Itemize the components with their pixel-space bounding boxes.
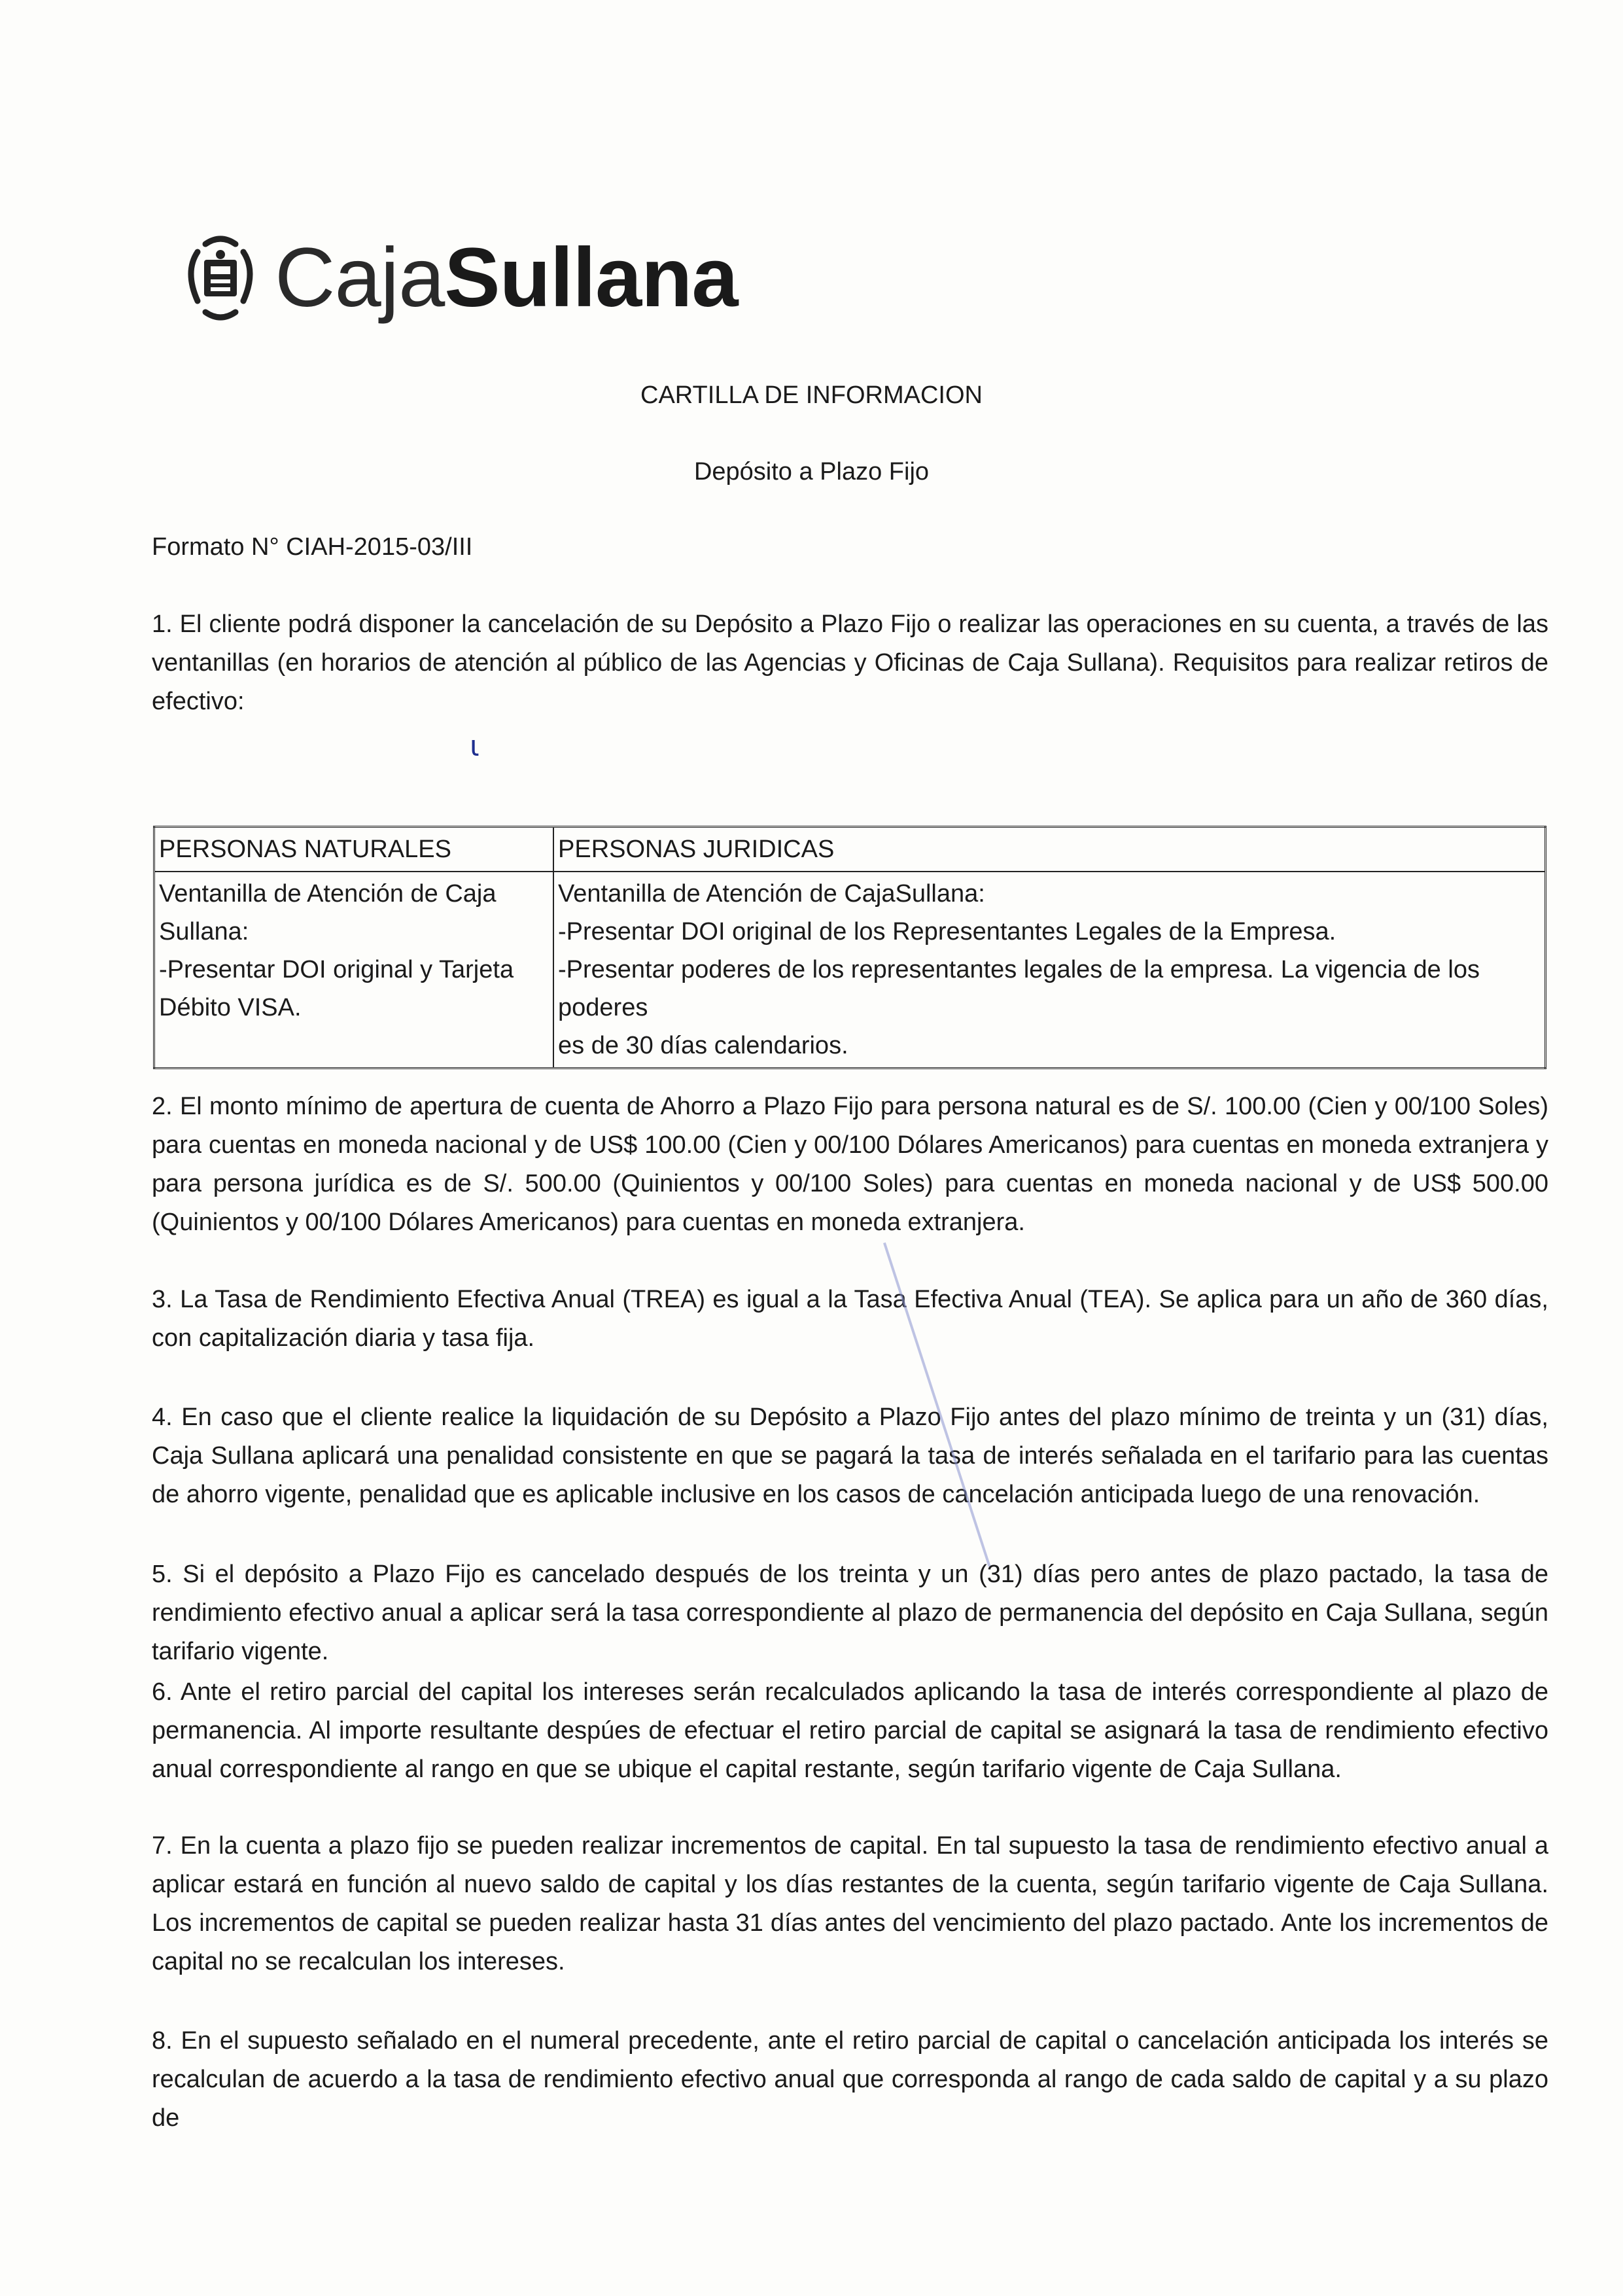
paragraph-2: 2. El monto mínimo de apertura de cuenta de Ahorro a Plazo Fijo para persona natural es de S/. 100.00 (Cien y 00/100 Soles) para cuentas en moneda nacional y de US$ 100.00 (Cien y 00/100 Dólares Americanos) para cuentas en moneda extranjera y para persona jurídica es de S/. 500.00 (Quinientos y 00/100 Soles) para cuentas en moneda nacional y de US$ 500.00 (Quinientos y 00/100 Dólares Americanos) para cuentas en moneda extranjera.: [152, 1093, 1548, 1236]
cell-line: -Presentar DOI original y Tarjeta: [159, 956, 514, 983]
cell-line: -Presentar poderes de los representantes legales de la empresa. La vigencia de los poderes: [558, 956, 1480, 1021]
cell-line: Débito VISA.: [159, 994, 302, 1021]
paragraph-1: 1. El cliente podrá disponer la cancelación de su Depósito a Plazo Fijo o realizar las operaciones en su cuenta, a través de las ventanillas (en horarios de atención al público de las Agencias y Oficinas de Caja Sullana). Requisitos para realizar retiros de efectivo:: [152, 610, 1548, 715]
cell-line: Sullana:: [159, 918, 249, 945]
cell-juridicas: [553, 872, 1546, 1069]
table-row: [154, 872, 1546, 1069]
format-number: Formato N° CIAH-2015-03/III: [152, 533, 473, 561]
paragraph-3: 3. La Tasa de Rendimiento Efectiva Anual (TREA) es igual a la Tasa Efectiva Anual (TEA). Se aplica para un año de 360 días, con capitalización diaria y tasa fija.: [152, 1286, 1548, 1352]
cell-line: Ventanilla de Atención de CajaSullana:: [558, 880, 985, 908]
cell-line: es de 30 días calendarios.: [558, 1032, 848, 1059]
document-title: CARTILLA DE INFORMACION: [640, 381, 983, 409]
table-header-row: [154, 827, 1546, 872]
paragraph-4: 4. En caso que el cliente realice la liquidación de su Depósito a Plazo Fijo antes del plazo mínimo de treinta y un (31) días, Caja Sullana aplicará una penalidad consistente en que se pagará la tasa de interés señalada en el tarifario para las cuentas de ahorro vigente, penalidad que es aplicable inclusive en los casos de cancelación anticipada luego de una renovación.: [152, 1404, 1548, 1508]
header-personas-juridicas: PERSONAS JURIDICAS: [553, 827, 1546, 872]
caja-sullana-emblem-icon: [171, 232, 270, 324]
handwritten-mark: ι: [470, 730, 480, 763]
requirements-table: [153, 826, 1546, 1069]
document-subtitle: Depósito a Plazo Fijo: [693, 458, 930, 486]
cell-line: Ventanilla de Atención de Caja: [159, 880, 497, 908]
header-personas-naturales: PERSONAS NATURALES: [154, 827, 554, 872]
paragraph-8: 8. En el supuesto señalado en el numeral precedente, ante el retiro parcial de capital o cancelación anticipada los interés se recalculan de acuerdo a la tasa de rendimiento efectivo anual que corresponda al rango de cada saldo de capital y a su plazo de: [152, 2027, 1548, 2132]
caja-sullana-logo: [171, 232, 738, 324]
paragraph-6: 6. Ante el retiro parcial del capital los intereses serán recalculados aplicando la tasa de interés correspondiente al plazo de permanencia. Al importe resultante despúes de efectuar el retiro parcial de capital se asignará la tasa de rendimiento efectivo anual correspondiente al rango en que se ubique el capital restante, según tarifario vigente de Caja Sullana.: [152, 1678, 1548, 1783]
cell-line: -Presentar DOI original de los Representantes Legales de la Empresa.: [558, 918, 1336, 945]
cell-naturales: [154, 872, 554, 1069]
logo-text-sullana: Sullana: [444, 231, 738, 325]
logo-text-caja: Caja: [275, 231, 445, 325]
paragraph-5: 5. Si el depósito a Plazo Fijo es cancelado después de los treinta y un (31) días pero antes de plazo pactado, la tasa de rendimiento efectivo anual a aplicar será la tasa correspondiente al plazo de permanencia del depósito en Caja Sullana, según tarifario vigente.: [152, 1561, 1548, 1665]
paragraph-7: 7. En la cuenta a plazo fijo se pueden realizar incrementos de capital. En tal supuesto la tasa de rendimiento efectivo anual a aplicar estará en función al nuevo saldo de capital y los días restantes de la cuenta, según tarifario vigente de Caja Sullana. Los incrementos de capital se pueden realizar hasta 31 días antes del vencimiento del plazo pactado. Ante los incrementos de capital no se recalculan los intereses.: [152, 1832, 1548, 1975]
